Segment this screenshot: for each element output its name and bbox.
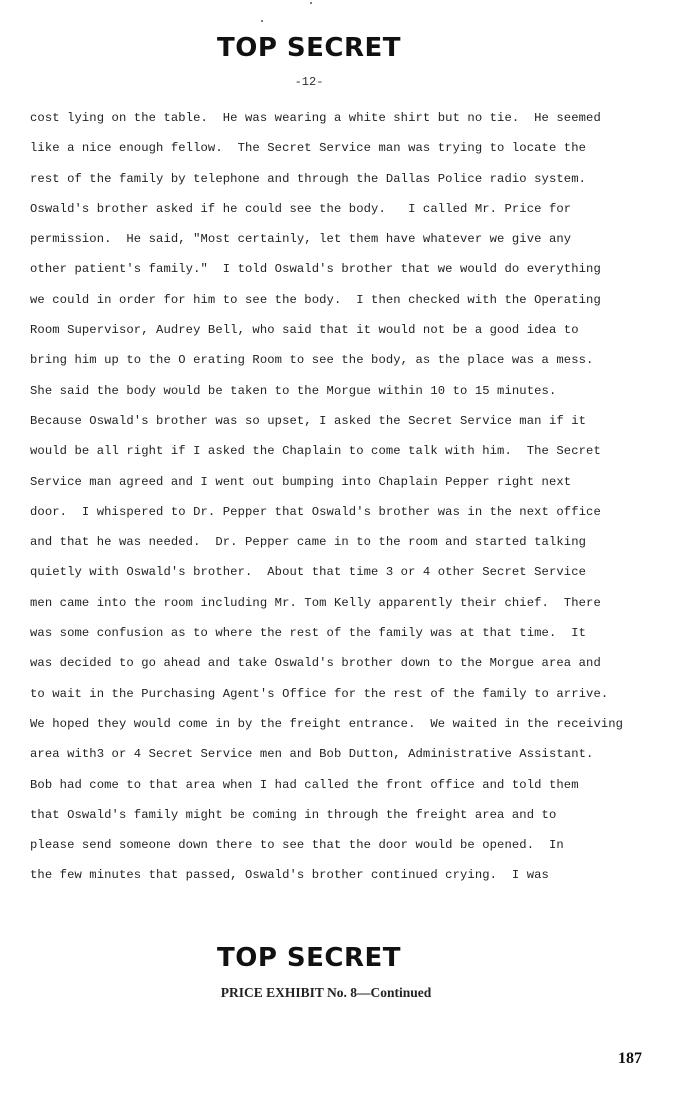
body-line: other patient's family." I told Oswald's brother that we would do everything [30, 262, 601, 277]
folio-page-number: 187 [618, 1050, 642, 1067]
body-line: to wait in the Purchasing Agent's Office for the rest of the family to arrive. [30, 686, 609, 701]
typewritten-body [30, 108, 640, 896]
body-line: was decided to go ahead and take Oswald's brother down to the Morgue area and [30, 656, 601, 671]
scan-speck [310, 2, 312, 4]
body-line: and that he was needed. Dr. Pepper came in to the room and started talking [30, 535, 587, 550]
body-line: the few minutes that passed, Oswald's brother continued crying. I was [30, 868, 549, 883]
body-line: men came into the room including Mr. Tom Kelly apparently their chief. There [30, 595, 601, 610]
body-line: like a nice enough fellow. The Secret Service man was trying to locate the [30, 141, 587, 156]
body-line: quietly with Oswald's brother. About that time 3 or 4 other Secret Service [30, 565, 587, 580]
body-line: Bob had come to that area when I had called the front office and told them [30, 777, 579, 792]
body-line: We hoped they would come in by the freight entrance. We waited in the receiving [30, 716, 624, 731]
body-line: was some confusion as to where the rest of the family was at that time. It [30, 626, 587, 641]
page-number: -12- [294, 75, 324, 89]
body-line: we could in order for him to see the body. I then checked with the Operating [30, 292, 601, 307]
body-line: cost lying on the table. He was wearing a white shirt but no tie. He seemed [30, 111, 601, 125]
top-secret-header-stamp: TOP SECRET [216, 33, 402, 63]
body-line: permission. He said, "Most certainly, let them have whatever we give any [30, 232, 572, 247]
body-line: Room Supervisor, Audrey Bell, who said that it would not be a good idea to [30, 323, 579, 338]
scan-speck [261, 20, 263, 22]
body-line: bring him up to the O erating Room to see the body, as the place was a mess. [30, 353, 594, 368]
body-line: please send someone down there to see that the door would be opened. In [30, 838, 564, 853]
body-line: rest of the family by telephone and through the Dallas Police radio system. [30, 171, 587, 186]
body-line: She said the body would be taken to the Morgue within 10 to 15 minutes. [30, 383, 557, 398]
body-line: Because Oswald's brother was so upset, I asked the Secret Service man if it [30, 413, 587, 428]
body-line: Oswald's brother asked if he could see the body. I called Mr. Price for [30, 201, 572, 216]
top-secret-footer-stamp: TOP SECRET [216, 943, 402, 973]
body-line: area with3 or 4 Secret Service men and Bob Dutton, Administrative Assistant. [30, 747, 594, 762]
exhibit-caption: PRICE EXHIBIT No. 8—Continued [220, 985, 432, 1000]
body-line: that Oswald's family might be coming in through the freight area and to [30, 807, 557, 822]
body-line: would be all right if I asked the Chaplain to come talk with him. The Secret [30, 444, 601, 459]
body-line: Service man agreed and I went out bumping into Chaplain Pepper right next [30, 474, 572, 489]
body-line: door. I whispered to Dr. Pepper that Oswald's brother was in the next office [30, 504, 601, 519]
